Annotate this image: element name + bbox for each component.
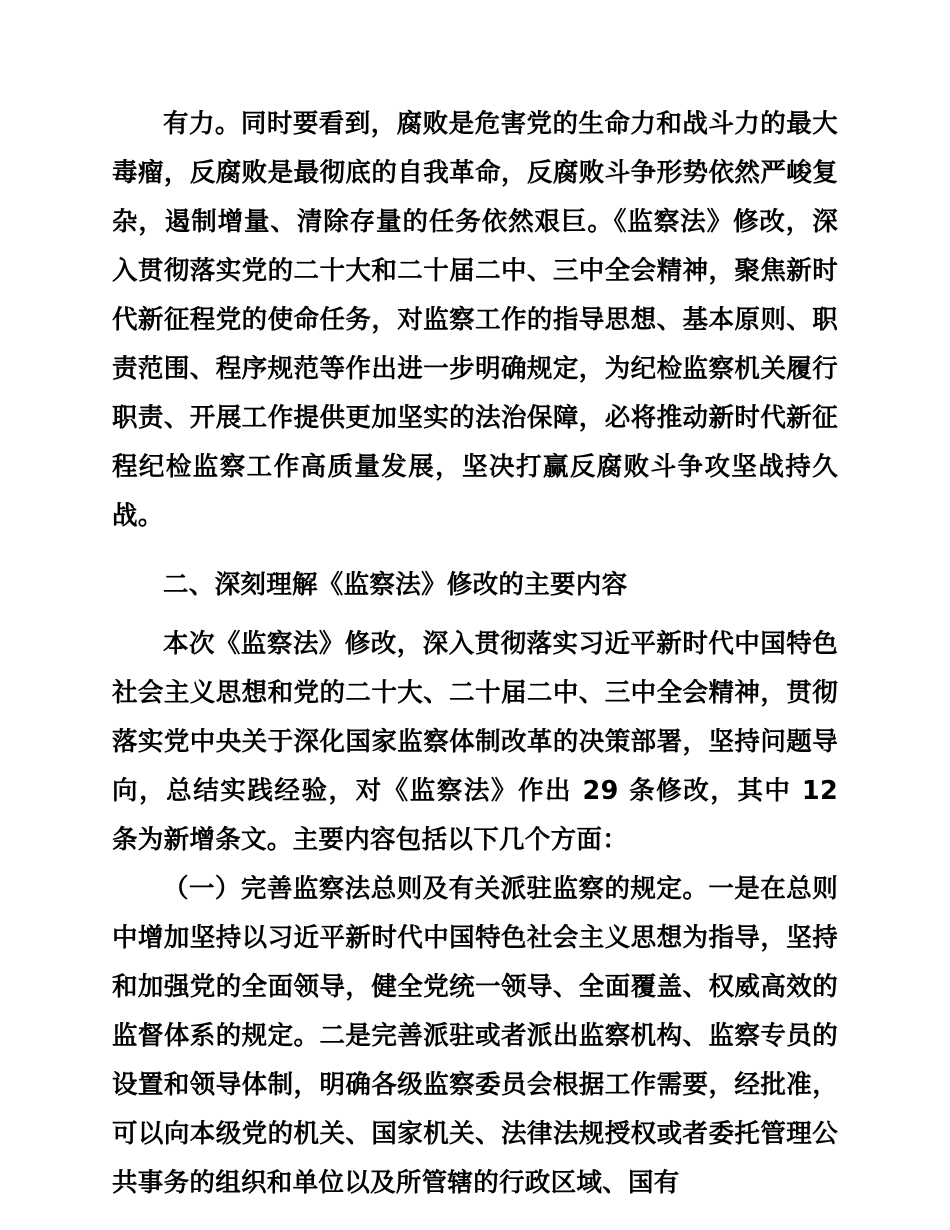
document-body xyxy=(112,100,838,1208)
paragraph-2: 本次《监察法》修改，深入贯彻落实习近平新时代中国特色社会主义思想和党的二十大、二十届二中、三中全会精神，贯彻落实党中央关于深化国家监察体制改革的决策部署，坚持问题导向，总结实践经验，对《监察法》作出 29 条修改，其中 12 条为新增条文。主要内容包括以下几个方面： xyxy=(112,629,838,855)
section-heading-2: 二、深刻理解《监察法》修改的主要内容 xyxy=(163,570,628,600)
paragraph-spacer xyxy=(112,541,838,551)
paragraph-1: 有力。同时要看到，腐败是危害党的生命力和战斗力的最大毒瘤，反腐败是最彻底的自我革命，反腐败斗争形势依然严峻复杂，遏制增量、清除存量的任务依然艰巨。《监察法》修改，深入贯彻落实党的二十大和二十届二中、三中全会精神，聚焦新时代新征程党的使命任务，对监察工作的指导思想、基本原则、职责范围、程序规范等作出进一步明确规定，为纪检监察机关履行职责、开展工作提供更加坚实的法治保障，必将推动新时代新征程纪检监察工作高质量发展，坚决打赢反腐败斗争攻坚战持久战。 xyxy=(112,109,838,531)
paragraph-3: （一）完善监察法总则及有关派驻监察的规定。一是在总则中增加坚持以习近平新时代中国特色社会主义思想为指导，坚持和加强党的全面领导，健全党统一领导、全面覆盖、权威高效的监督体系的规定。二是完善派驻或者派出监察机构、监察专员的设置和领导体制，明确各级监察委员会根据工作需要，经批准，可以向本级党的机关、国家机关、法律法规授权或者委托管理公共事务的组织和单位以及所管辖的行政区域、国有 xyxy=(112,874,838,1198)
